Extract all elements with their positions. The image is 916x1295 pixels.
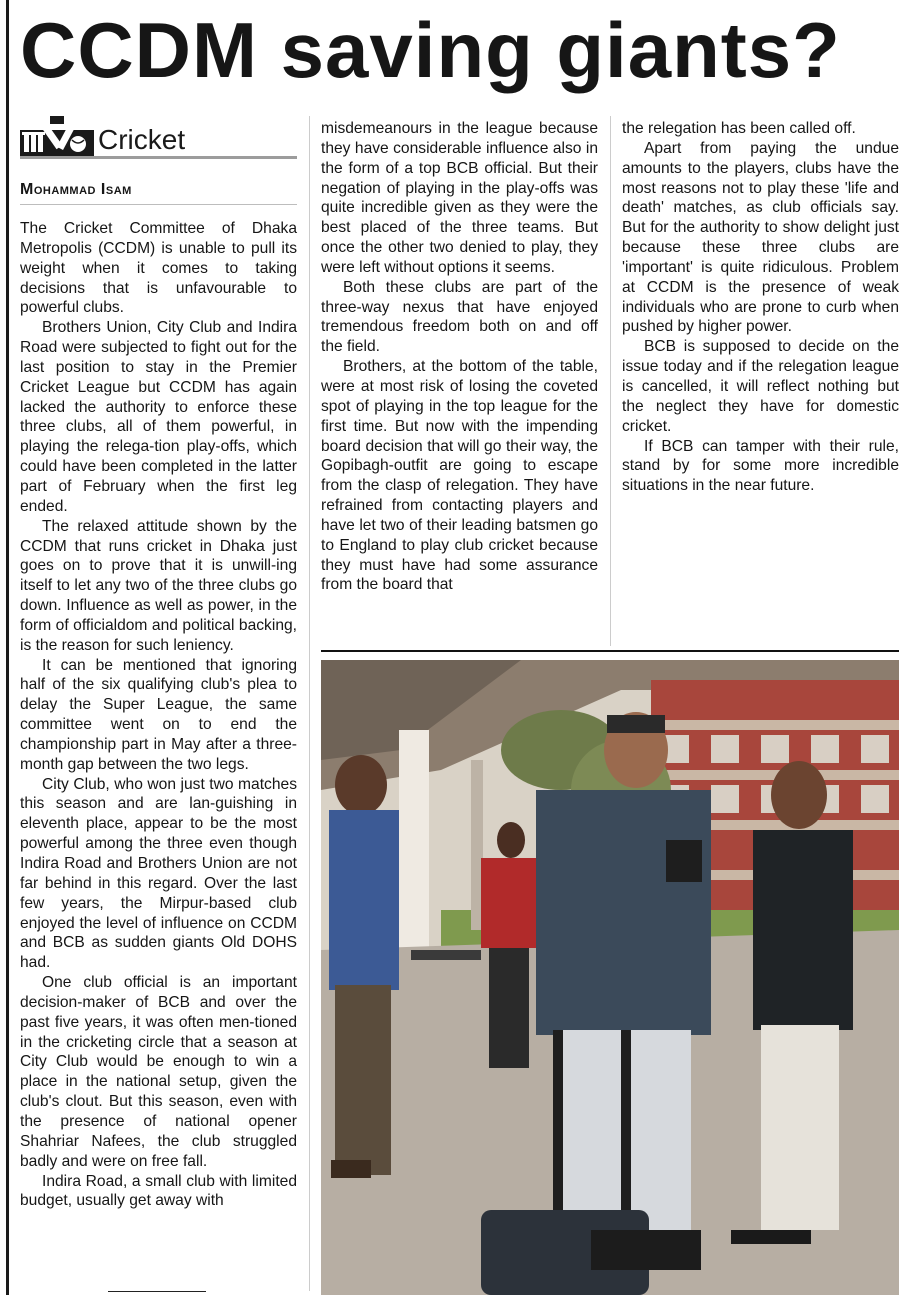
headline: CCDM saving giants? xyxy=(20,6,841,94)
paragraph: It can be mentioned that ignoring half of the six qualifying club's plea to delay the Super League, the same committee went on to end the championship part in May after a three-month gap between the two legs. xyxy=(20,656,297,773)
paragraph: If BCB can tamper with their rule, stand by for some more incredible situations in the near future. xyxy=(622,437,899,495)
paragraph: Brothers, at the bottom of the table, were at most risk of losing the coveted spot of playing in the top league for the first time. But now with the impending board decision that will go their way, the Gopibagh-outfit are going to escape from the clasp of relegation. They have refrained from contacting players and have let two of their leading batsmen go to England to play club cricket because they must have had some assurance from the board that xyxy=(321,358,598,594)
paragraph: misdemeanours in the league because they have considerable influence also in the form of a top BCB official. But their negation of playing in the play-offs was quite incredible given as they were the best placed of the three teams. But once the other two denied to play, they were left without options it seems. xyxy=(321,120,598,276)
article-column-3 xyxy=(622,119,899,496)
column-divider xyxy=(610,116,611,646)
section-rule xyxy=(20,156,297,159)
paragraph: Apart from paying the undue amounts to the players, clubs have the most reasons not to play these 'life and death' matches, as club officials say. But for the authority to show delight just because these three clubs are 'important' is quite ridiculous. Problem at CCDM is the presence of weak individuals who are prone to curb when pushed by higher power. xyxy=(622,139,899,336)
author-byline: Mohammad Isam xyxy=(20,181,132,198)
news-photo xyxy=(321,660,899,1295)
continuation-rule xyxy=(108,1291,206,1292)
photo-top-rule xyxy=(321,650,899,652)
paragraph: Brothers Union, City Club and Indira Road were subjected to fight out for the last position to stay in the Premier Cricket League but CCDM has again lacked the authority to enforce these three clubs, all of them powerful, in playing the relega-tion play-offs, which could have been completed in the latter part of February when the first leg ended. xyxy=(20,319,297,515)
column-divider xyxy=(309,116,310,1291)
section-header xyxy=(20,116,297,160)
article-column-2 xyxy=(321,119,598,595)
paragraph: The Cricket Committee of Dhaka Metropolis (CCDM) is unable to pull its weight when it comes to taking decisions that is unfavourable to powerful clubs. xyxy=(20,220,297,317)
photo-illustration xyxy=(321,660,899,1295)
paragraph: The relaxed attitude shown by the CCDM that runs cricket in Dhaka just goes on to prove that it is unwill-ing itself to let any two of the three clubs go down. Influence as well as power, in the form of officialdom and political backing, is the reason for such leniency. xyxy=(20,517,297,654)
paragraph: the relegation has been called off. xyxy=(622,120,856,137)
article-column-1 xyxy=(20,219,297,1211)
cricket-equipment-icon xyxy=(20,116,94,158)
byline-divider xyxy=(20,204,297,205)
paragraph: BCB is supposed to decide on the issue today and if the relegation league is cancelled, it will reflect nothing but the neglect they have for domestic cricket. xyxy=(622,338,899,435)
paragraph: Indira Road, a small club with limited budget, usually get away with xyxy=(20,1172,297,1210)
paragraph: Both these clubs are part of the three-way nexus that have enjoyed tremendous freedom both on and off the field. xyxy=(321,278,598,356)
page-left-border xyxy=(6,0,9,1295)
section-label: Cricket xyxy=(98,124,186,155)
paragraph: One club official is an important decision-maker of BCB and over the past five years, it was often men-tioned in the cricketing circle that a season at City Club would be enough to win a place in the national setup, given the club's clout. But this season, even with the presence of national opener Shahriar Nafees, the club struggled badly and were on free fall. xyxy=(20,974,297,1170)
paragraph: City Club, who won just two matches this season and are lan-guishing in eleventh place, appear to be the most powerful among the three even though Indira Road and Brothers Union are not far behind in this regard. Over the last few years, the Mirpur-based club enjoyed the level of influence on CCDM and BCB as sudden giants Old DOHS had. xyxy=(20,775,297,972)
